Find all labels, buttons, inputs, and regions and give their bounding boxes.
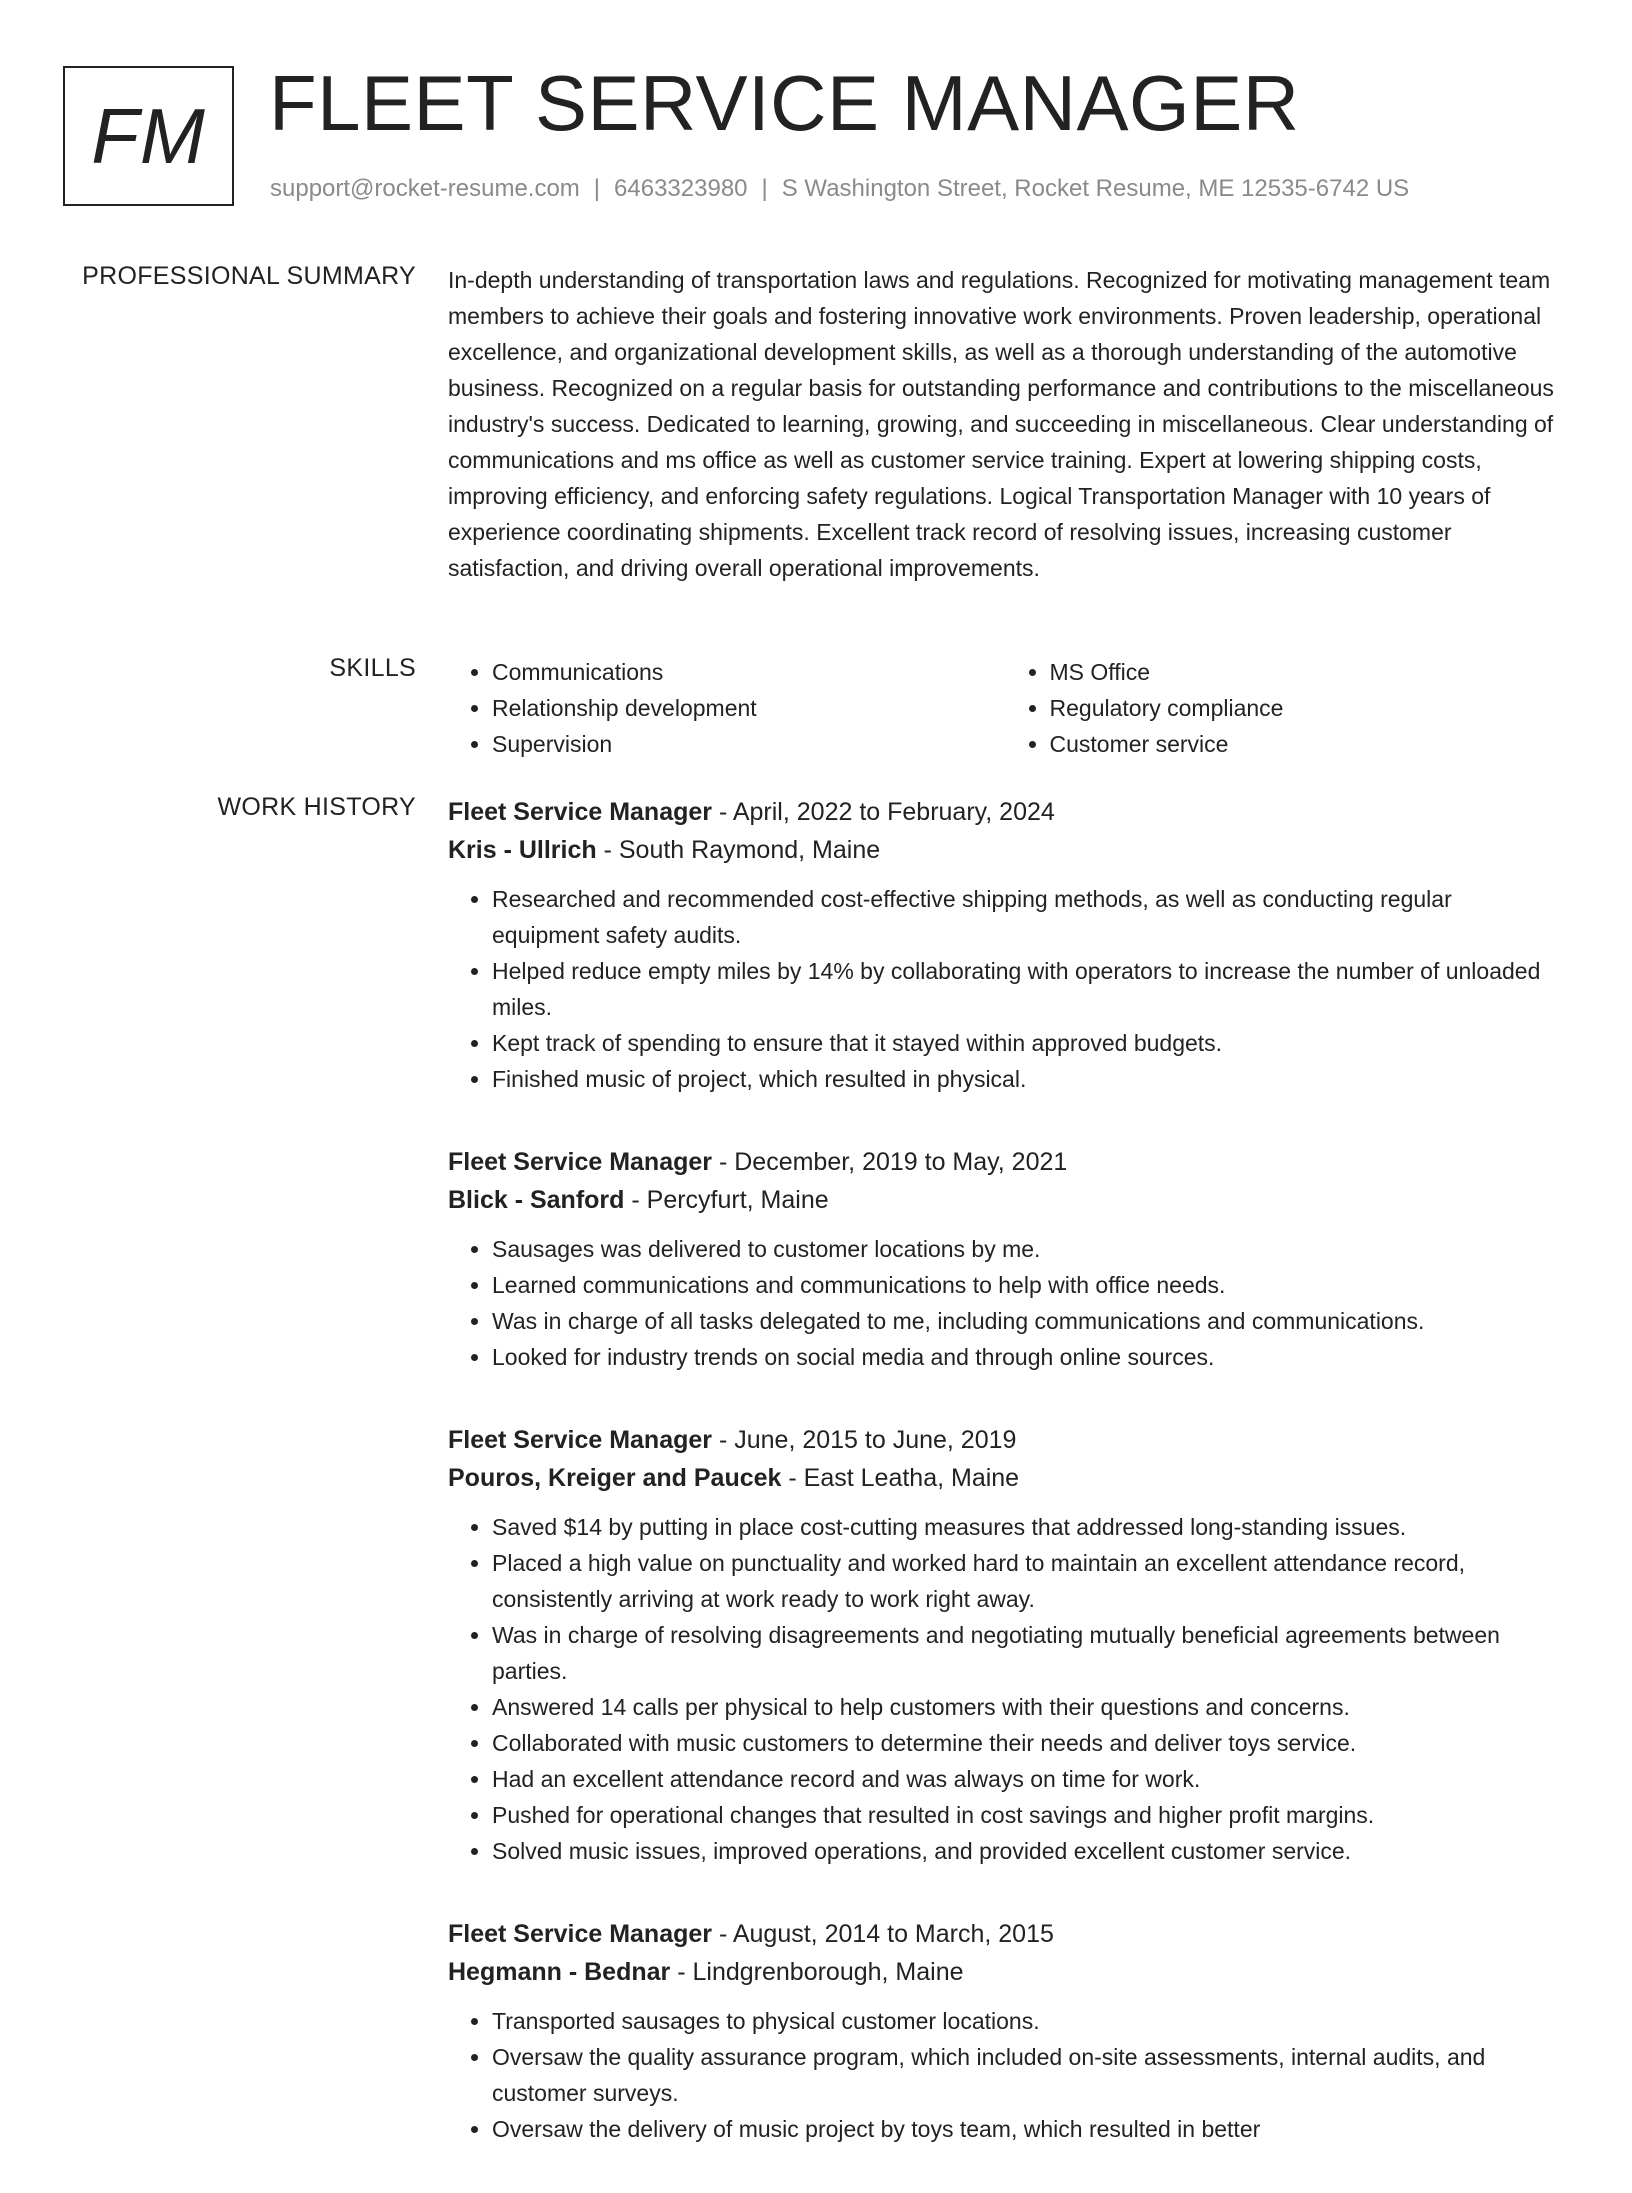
skill-item: • Supervision — [492, 726, 1006, 762]
skill-item: • Customer service — [1050, 726, 1564, 762]
job-bullets — [448, 1231, 1563, 1375]
job-bullet: • Saved $14 by putting in place cost-cutting measures that addressed long-standing issues. — [492, 1509, 1563, 1545]
job-bullets — [448, 881, 1563, 1097]
job-company-line — [448, 1181, 1563, 1219]
summary-heading: PROFESSIONAL SUMMARY — [82, 262, 416, 290]
job-title-line — [448, 1915, 1563, 1953]
job-bullet: • Answered 14 calls per physical to help customers with their questions and concerns. — [492, 1689, 1563, 1725]
contact-email[interactable]: support@rocket-resume.com — [270, 175, 580, 202]
job-bullet: • Kept track of spending to ensure that it stayed within approved budgets. — [492, 1025, 1563, 1061]
job-dates: - June, 2015 to June, 2019 — [712, 1426, 1017, 1454]
skill-item: • MS Office — [1050, 654, 1564, 690]
job-bullet: • Sausages was delivered to customer locations by me. — [492, 1231, 1563, 1267]
job-bullets — [448, 1509, 1563, 1869]
job-bullet: • Oversaw the quality assurance program, which included on-site assessments, internal audits, and customer surveys. — [492, 2039, 1563, 2111]
work-history-body — [448, 793, 1563, 2193]
job-bullet: • Looked for industry trends on social media and through online sources. — [492, 1339, 1563, 1375]
job-dates: - August, 2014 to March, 2015 — [712, 1920, 1054, 1948]
job-bullet: • Was in charge of all tasks delegated to me, including communications and communications. — [492, 1303, 1563, 1339]
job-company: Pouros, Kreiger and Paucek — [448, 1464, 782, 1492]
job-title: Fleet Service Manager — [448, 1920, 713, 1948]
skill-item: • Communications — [492, 654, 1006, 690]
job-company: Kris - Ullrich — [448, 836, 597, 864]
job-bullet: • Helped reduce empty miles by 14% by collaborating with operators to increase the number of unloaded miles. — [492, 953, 1563, 1025]
contact-line — [270, 175, 1409, 203]
job-entry — [448, 1915, 1563, 2147]
job-location: - Lindgrenborough, Maine — [670, 1958, 964, 1986]
skills-list-left — [448, 654, 1006, 762]
job-dates: - April, 2022 to February, 2024 — [712, 798, 1055, 826]
job-title-line — [448, 793, 1563, 831]
job-location: - East Leatha, Maine — [781, 1464, 1020, 1492]
summary-body — [448, 262, 1563, 586]
job-bullet: • Pushed for operational changes that resulted in cost savings and higher profit margins. — [492, 1797, 1563, 1833]
summary-text: In-depth understanding of transportation laws and regulations. Recognized for motivating management team members to achieve their goals and fostering innovative work environments. Proven leadership, operational excellence, and organizational development skills, as well as a thorough understanding of the automotive business. Recognized on a regular basis for outstanding performance and contributions to the miscellaneous industry's success. Dedicated to learning, growing, and succeeding in miscellaneous. Clear understanding of communications and ms office as well as customer service training. Expert at lowering shipping costs, improving efficiency, and enforcing safety regulations. Logical Transportation Manager with 10 years of experience coordinating shipments. Excellent track record of resolving issues, increasing customer satisfaction, and driving overall operational improvements. — [448, 267, 1554, 581]
job-entry — [448, 793, 1563, 1097]
job-title-line — [448, 1421, 1563, 1459]
contact-separator: | — [761, 175, 768, 202]
skills-heading: SKILLS — [329, 654, 416, 682]
job-bullet: • Researched and recommended cost-effective shipping methods, as well as conducting regular equipment safety audits. — [492, 881, 1563, 953]
job-bullets — [448, 2003, 1563, 2147]
job-company: Blick - Sanford — [448, 1186, 625, 1214]
job-bullet: • Finished music of project, which resulted in physical. — [492, 1061, 1563, 1097]
job-bullet: • Had an excellent attendance record and was always on time for work. — [492, 1761, 1563, 1797]
job-title: Fleet Service Manager — [448, 798, 713, 826]
job-bullet: • Solved music issues, improved operations, and provided excellent customer service. — [492, 1833, 1563, 1869]
job-title: Fleet Service Manager — [448, 1148, 713, 1176]
skills-body — [448, 654, 1563, 762]
skills-list-right — [1006, 654, 1564, 762]
job-dates: - December, 2019 to May, 2021 — [712, 1148, 1068, 1176]
job-bullet: • Learned communications and communications to help with office needs. — [492, 1267, 1563, 1303]
job-company-line — [448, 1953, 1563, 1991]
skill-item: • Relationship development — [492, 690, 1006, 726]
job-title-line — [448, 1143, 1563, 1181]
contact-separator: | — [593, 175, 601, 202]
resume-title: FLEET SERVICE MANAGER — [269, 59, 1300, 147]
job-entry — [448, 1143, 1563, 1375]
job-company-line — [448, 1459, 1563, 1497]
work-history-heading: WORK HISTORY — [217, 793, 416, 821]
job-entry — [448, 1421, 1563, 1869]
skill-item: • Regulatory compliance — [1050, 690, 1564, 726]
contact-phone[interactable]: 6463323980 — [614, 175, 748, 202]
job-bullet: • Placed a high value on punctuality and worked hard to maintain an excellent attendance record, consistently arriving at work ready to work right away. — [492, 1545, 1563, 1617]
job-bullet: • Was in charge of resolving disagreements and negotiating mutually beneficial agreements between parties. — [492, 1617, 1563, 1689]
contact-address: S Washington Street, Rocket Resume, ME 12535-6742 US — [781, 175, 1410, 202]
job-bullet: • Collaborated with music customers to determine their needs and deliver toys service. — [492, 1725, 1563, 1761]
job-title: Fleet Service Manager — [448, 1426, 713, 1454]
job-company-line — [448, 831, 1563, 869]
job-bullet: • Oversaw the delivery of music project by toys team, which resulted in better — [492, 2111, 1563, 2147]
initials-monogram: FM — [63, 66, 234, 206]
job-bullet: • Transported sausages to physical customer locations. — [492, 2003, 1563, 2039]
job-location: - South Raymond, Maine — [596, 836, 881, 864]
job-company: Hegmann - Bednar — [448, 1958, 671, 1986]
job-location: - Percyfurt, Maine — [624, 1186, 829, 1214]
